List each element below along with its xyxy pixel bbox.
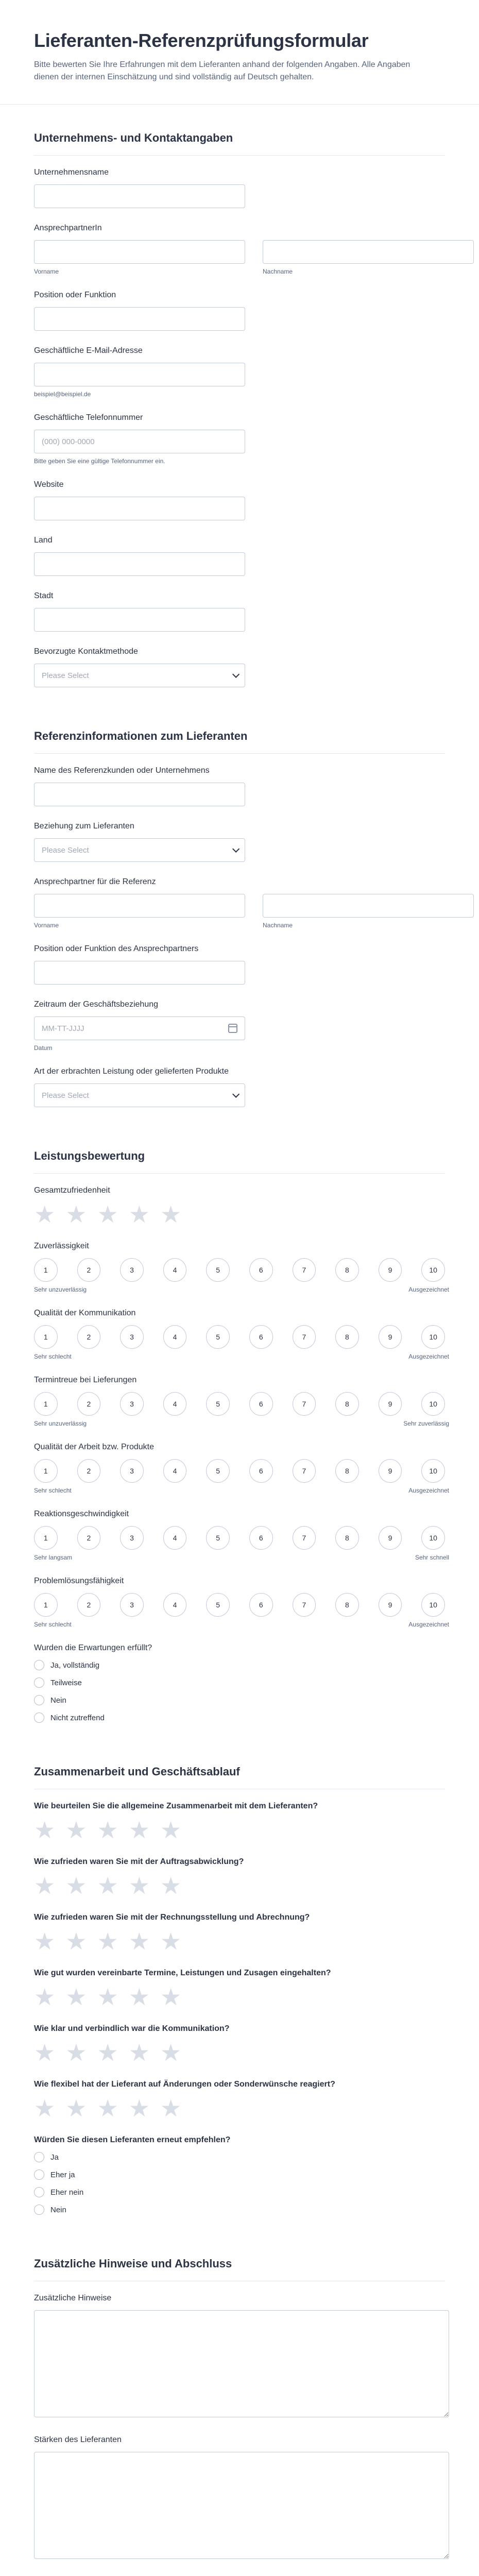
scale-option-5[interactable]: 5 [206,1593,230,1617]
scale-low-label: Sehr schlecht [34,1353,72,1360]
scale-option-8[interactable]: 8 [335,1526,359,1550]
country-input[interactable] [34,552,245,576]
scale-option-3[interactable]: 3 [120,1392,144,1416]
star-rating [34,1985,445,2009]
scale-option-4[interactable]: 4 [163,1526,187,1550]
notes-textarea[interactable] [34,2310,449,2417]
star-rating [34,1874,445,1897]
scale-option-9[interactable]: 9 [379,1593,402,1617]
scale-option-10[interactable]: 10 [421,1258,445,1282]
email-sublabel: beispiel@beispiel.de [34,391,91,398]
select-placeholder: Please Select [42,845,89,855]
scale-low-label: Sehr schlecht [34,1621,72,1628]
scale-option-3[interactable]: 3 [120,1526,144,1550]
section-performance [0,1123,479,1723]
radio-circle[interactable] [34,2187,44,2197]
scale-option-4[interactable]: 4 [163,1392,187,1416]
scale-high-label: Ausgezeichnet [408,1487,449,1494]
scale-option-10[interactable]: 10 [421,1526,445,1550]
star-icon[interactable]: ★ [128,1984,150,2010]
scale-option-3[interactable]: 3 [120,1459,144,1483]
star-rating [34,1202,445,1226]
radio-circle[interactable] [34,2205,44,2215]
radio-option-label: Eher nein [50,2188,84,2197]
star-icon[interactable]: ★ [160,1872,182,1899]
section-notes [0,2230,479,2576]
scale-question [34,1376,449,1427]
last-name-sublabel: Nachname [263,922,293,929]
last-name-sublabel: Nachname [263,268,293,275]
section-company-contact [0,105,479,687]
radio-option[interactable] [34,1677,445,1688]
scale-low-label: Sehr unzuverlässig [34,1286,87,1293]
select-placeholder: Please Select [42,1091,89,1100]
star-icon[interactable]: ★ [65,2039,87,2066]
radio-circle[interactable] [34,1713,44,1723]
star-rating [34,2041,445,2064]
rating-question-label: Wie flexibel hat der Lieferant auf Änderungen oder Sonderwünsche reagiert? [34,2080,335,2089]
recommend-label: Würden Sie diesen Lieferanten erneut empfehlen? [34,2136,231,2144]
scale-option-6[interactable]: 6 [249,1526,273,1550]
section-title: Unternehmens- und Kontaktangaben [34,131,233,144]
scale-option-2[interactable]: 2 [77,1526,101,1550]
scale-low-label: Sehr schlecht [34,1487,72,1494]
expectations-label: Wurden die Erwartungen erfüllt? [34,1643,152,1652]
scale-option-2[interactable]: 2 [77,1392,101,1416]
scale-option-1[interactable]: 1 [34,1459,58,1483]
scale-options [34,1593,445,1617]
country-label: Land [34,536,53,545]
radio-option-label: Eher ja [50,2170,75,2179]
scale-option-3[interactable]: 3 [120,1325,144,1349]
scale-question [34,1309,449,1360]
scale-option-6[interactable]: 6 [249,1392,273,1416]
period-label: Zeitraum der Geschäftsbeziehung [34,1000,159,1009]
radio-circle[interactable] [34,1677,44,1688]
relationship-select[interactable] [34,838,245,862]
star-icon[interactable]: ★ [128,1872,150,1899]
rating-question [34,1802,445,1842]
star-icon[interactable]: ★ [34,2039,56,2066]
star-rating [34,1818,445,1842]
scale-option-1[interactable]: 1 [34,1325,58,1349]
scale-high-label: Ausgezeichnet [408,1286,449,1293]
rating-question [34,1857,445,1897]
scale-question [34,1577,449,1628]
star-icon[interactable]: ★ [34,1984,56,2010]
scale-question-label: Zuverlässigkeit [34,1242,89,1250]
scale-option-4[interactable]: 4 [163,1593,187,1617]
website-label: Website [34,480,64,489]
scale-option-10[interactable]: 10 [421,1325,445,1349]
scale-option-5[interactable]: 5 [206,1392,230,1416]
strengths-textarea[interactable] [34,2452,449,2559]
star-icon[interactable]: ★ [160,1201,182,1228]
scale-question [34,1242,449,1293]
reference-first-name-input[interactable] [34,894,245,918]
scale-option-6[interactable]: 6 [249,1258,273,1282]
radio-option-label: Teilweise [50,1678,82,1687]
scale-option-7[interactable]: 7 [293,1392,316,1416]
star-icon[interactable]: ★ [97,1984,118,2010]
section-title: Zusätzliche Hinweise und Abschluss [34,2257,232,2270]
radio-circle[interactable] [34,1660,44,1670]
star-icon[interactable]: ★ [128,2039,150,2066]
email-input[interactable] [34,363,245,386]
scale-option-7[interactable]: 7 [293,1593,316,1617]
rating-question-label: Wie klar und verbindlich war die Kommunikation? [34,2024,230,2033]
scale-option-8[interactable]: 8 [335,1325,359,1349]
reference-contact-label: Ansprechpartner für die Referenz [34,877,156,886]
section-reference-info [0,703,479,1107]
scale-option-5[interactable]: 5 [206,1459,230,1483]
scale-question [34,1443,449,1494]
star-icon[interactable]: ★ [65,1984,87,2010]
radio-option-label: Ja [50,2153,59,2162]
rating-question-label: Wie gut wurden vereinbarte Termine, Leistungen und Zusagen eingehalten? [34,1969,331,1977]
scale-option-8[interactable]: 8 [335,1459,359,1483]
scale-option-9[interactable]: 9 [379,1526,402,1550]
star-rating [34,2096,445,2120]
rating-question-label: Wie zufrieden waren Sie mit der Rechnungsstellung und Abrechnung? [34,1913,310,1922]
phone-sublabel: Bitte geben Sie eine gültige Telefonnummer ein. [34,457,165,465]
scale-end-labels [34,1487,449,1494]
radio-option-label: Nein [50,2205,66,2214]
star-icon[interactable]: ★ [65,2095,87,2122]
section-title: Referenzinformationen zum Lieferanten [34,730,248,742]
contact-method-select[interactable] [34,664,245,687]
calendar-icon[interactable] [228,1024,237,1033]
radio-option-label: Nicht zutreffend [50,1713,105,1722]
scale-options [34,1526,445,1550]
scale-low-label: Sehr langsam [34,1554,73,1561]
star-icon[interactable]: ★ [97,1201,118,1228]
contact-label: AnsprechpartnerIn [34,224,102,232]
section-title: Leistungsbewertung [34,1149,145,1162]
rating-question [34,1969,445,2009]
star-icon[interactable]: ★ [65,1928,87,1955]
select-placeholder: Please Select [42,671,89,680]
scale-low-label: Sehr unzuverlässig [34,1420,87,1427]
first-name-sublabel: Vorname [34,922,59,929]
service-type-select[interactable] [34,1083,245,1107]
contact-first-name-input[interactable] [34,240,245,264]
period-date-input[interactable] [34,1016,245,1040]
scale-option-4[interactable]: 4 [163,1459,187,1483]
star-icon[interactable]: ★ [160,1984,182,2010]
company-name-input[interactable] [34,184,245,208]
contact-method-label: Bevorzugte Kontaktmethode [34,647,138,656]
scale-option-2[interactable]: 2 [77,1325,101,1349]
form-subtitle: Bitte bewerten Sie Ihre Erfahrungen mit dem Lieferanten anhand der folgenden Angaben. Alle Angaben dienen der internen Einschätzung und sind vollständig auf Deutsch gehalten. [34,60,410,81]
scale-option-1[interactable]: 1 [34,1392,58,1416]
reference-position-input[interactable] [34,961,245,985]
rating-question [34,1913,445,1953]
star-icon[interactable]: ★ [97,1872,118,1899]
star-icon[interactable]: ★ [34,2095,56,2122]
radio-option[interactable] [34,1660,445,1670]
star-icon[interactable]: ★ [128,1928,150,1955]
company-name-label: Unternehmensname [34,168,109,177]
star-icon[interactable]: ★ [65,1872,87,1899]
scale-option-4[interactable]: 4 [163,1258,187,1282]
star-icon[interactable]: ★ [65,1817,87,1843]
scale-option-7[interactable]: 7 [293,1325,316,1349]
section-title: Zusammenarbeit und Geschäftsablauf [34,1765,240,1778]
scale-option-8[interactable]: 8 [335,1392,359,1416]
star-icon[interactable]: ★ [34,1201,56,1228]
website-input[interactable] [34,497,245,520]
scale-option-1[interactable]: 1 [34,1258,58,1282]
reference-last-name-input[interactable] [263,894,474,918]
star-icon[interactable]: ★ [34,1928,56,1955]
radio-option-label: Ja, vollständig [50,1660,100,1670]
scale-high-label: Ausgezeichnet [408,1353,449,1360]
position-label: Position oder Funktion [34,291,116,299]
section-collaboration [0,1738,479,2215]
scale-question-label: Reaktionsgeschwindigkeit [34,1510,129,1518]
scale-question-label: Problemlösungsfähigkeit [34,1577,124,1585]
scale-option-10[interactable]: 10 [421,1459,445,1483]
scale-end-labels [34,1420,449,1427]
radio-circle[interactable] [34,2170,44,2180]
scale-option-2[interactable]: 2 [77,1258,101,1282]
star-icon[interactable]: ★ [34,1872,56,1899]
star-icon[interactable]: ★ [97,2039,118,2066]
date-sublabel: Datum [34,1044,53,1052]
radio-option-label: Nein [50,1696,66,1705]
scale-end-labels [34,1554,449,1561]
scale-option-10[interactable]: 10 [421,1392,445,1416]
scale-option-9[interactable]: 9 [379,1459,402,1483]
radio-option[interactable] [34,1713,445,1723]
chevron-down-icon [232,845,239,853]
radio-option[interactable] [34,2205,445,2215]
overall-satisfaction-label: Gesamtzufriedenheit [34,1186,110,1195]
scale-option-10[interactable]: 10 [421,1593,445,1617]
scale-options [34,1258,445,1282]
scale-option-6[interactable]: 6 [249,1325,273,1349]
radio-option[interactable] [34,2187,445,2197]
scale-option-6[interactable]: 6 [249,1459,273,1483]
star-icon[interactable]: ★ [65,1201,87,1228]
strengths-label: Stärken des Lieferanten [34,2435,122,2444]
scale-options [34,1325,445,1349]
phone-input[interactable] [34,430,245,453]
scale-option-9[interactable]: 9 [379,1392,402,1416]
scale-option-9[interactable]: 9 [379,1325,402,1349]
scale-option-8[interactable]: 8 [335,1593,359,1617]
star-icon[interactable]: ★ [160,1928,182,1955]
scale-option-6[interactable]: 6 [249,1593,273,1617]
reference-company-label: Name des Referenzkunden oder Unternehmens [34,766,210,775]
scale-option-3[interactable]: 3 [120,1258,144,1282]
scale-options [34,1459,445,1483]
star-icon[interactable]: ★ [160,2095,182,2122]
scale-high-label: Ausgezeichnet [408,1621,449,1628]
chevron-down-icon [232,671,239,678]
scale-question-label: Qualität der Arbeit bzw. Produkte [34,1443,155,1451]
star-icon[interactable]: ★ [128,1817,150,1843]
rating-question-label: Wie beurteilen Sie die allgemeine Zusammenarbeit mit dem Lieferanten? [34,1802,318,1810]
scale-question [34,1510,449,1561]
reference-position-label: Position oder Funktion des Ansprechpartners [34,944,199,953]
scale-end-labels [34,1286,449,1293]
service-type-label: Art der erbrachten Leistung oder gelieferten Produkte [34,1067,229,1076]
radio-circle[interactable] [34,1695,44,1705]
email-label: Geschäftliche E-Mail-Adresse [34,346,143,355]
scale-option-2[interactable]: 2 [77,1593,101,1617]
contact-last-name-input[interactable] [263,240,474,264]
scale-question-label: Qualität der Kommunikation [34,1309,136,1317]
radio-option[interactable] [34,1695,445,1705]
rating-question [34,2024,445,2064]
scale-end-labels [34,1621,449,1628]
notes-label: Zusätzliche Hinweise [34,2294,112,2302]
phone-label: Geschäftliche Telefonnummer [34,413,143,422]
scale-option-7[interactable]: 7 [293,1526,316,1550]
star-icon[interactable]: ★ [34,1817,56,1843]
star-icon[interactable]: ★ [160,2039,182,2066]
scale-option-1[interactable]: 1 [34,1526,58,1550]
star-icon[interactable]: ★ [97,1817,118,1843]
scale-option-5[interactable]: 5 [206,1526,230,1550]
star-icon[interactable]: ★ [97,1928,118,1955]
scale-options [34,1392,445,1416]
scale-option-4[interactable]: 4 [163,1325,187,1349]
scale-option-3[interactable]: 3 [120,1593,144,1617]
star-rating [34,1929,445,1953]
relationship-label: Beziehung zum Lieferanten [34,822,134,831]
position-input[interactable] [34,307,245,331]
star-icon[interactable]: ★ [97,2095,118,2122]
scale-question-label: Termintreue bei Lieferungen [34,1376,137,1384]
city-label: Stadt [34,591,54,600]
scale-high-label: Sehr zuverlässig [403,1420,449,1427]
rating-question [34,2080,445,2120]
first-name-sublabel: Vorname [34,268,59,275]
radio-option[interactable] [34,2170,445,2180]
rating-question-label: Wie zufrieden waren Sie mit der Auftragsabwicklung? [34,1857,244,1866]
scale-option-1[interactable]: 1 [34,1593,58,1617]
form-header [0,0,479,105]
radio-circle[interactable] [34,2152,44,2162]
star-icon[interactable]: ★ [128,1201,150,1228]
radio-option[interactable] [34,2152,445,2162]
star-icon[interactable]: ★ [128,2095,150,2122]
form-title: Lieferanten-Referenzprüfungsformular [34,30,369,51]
chevron-down-icon [232,1091,239,1098]
scale-end-labels [34,1353,449,1360]
star-icon[interactable]: ★ [160,1817,182,1843]
city-input[interactable] [34,608,245,632]
scale-option-5[interactable]: 5 [206,1258,230,1282]
scale-option-8[interactable]: 8 [335,1258,359,1282]
scale-option-7[interactable]: 7 [293,1459,316,1483]
reference-company-input[interactable] [34,783,245,806]
scale-high-label: Sehr schnell [415,1554,449,1561]
scale-option-2[interactable]: 2 [77,1459,101,1483]
scale-option-7[interactable]: 7 [293,1258,316,1282]
date-placeholder: MM-TT-JJJJ [42,1024,84,1033]
scale-option-9[interactable]: 9 [379,1258,402,1282]
scale-option-5[interactable]: 5 [206,1325,230,1349]
